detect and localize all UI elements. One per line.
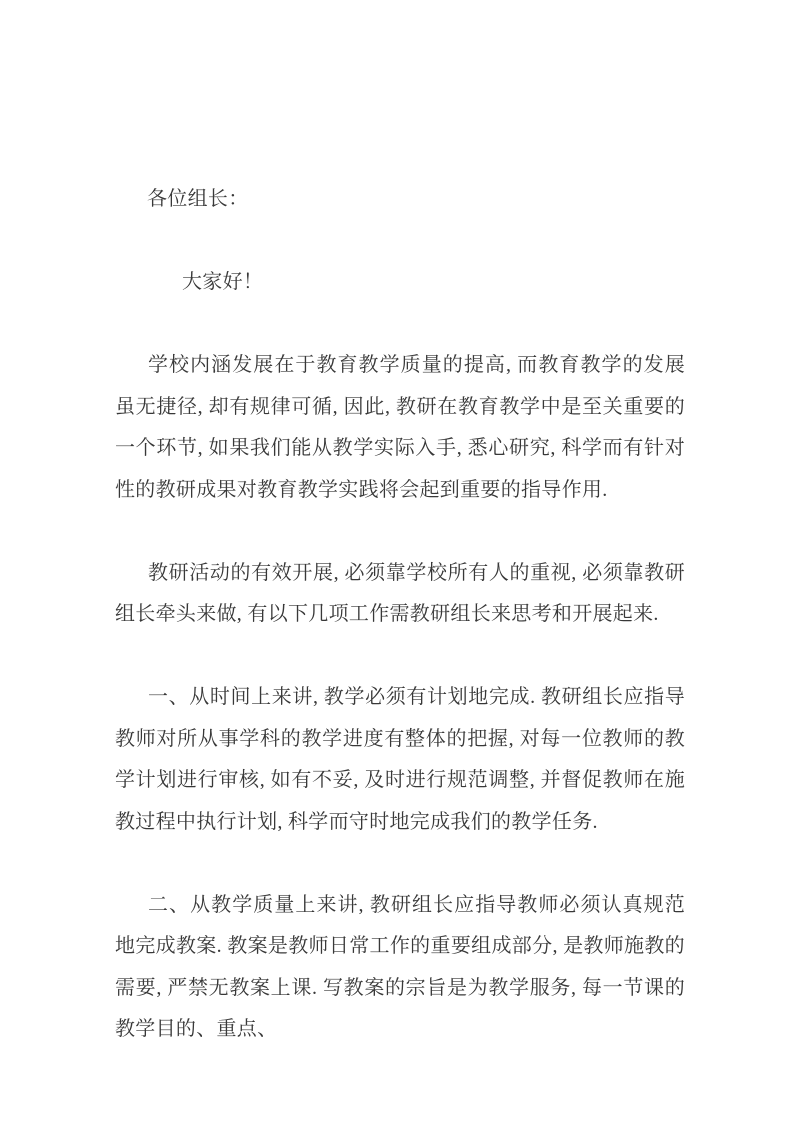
paragraph-item-2: 二、从教学质量上来讲, 教研组长应指导教师必须认真规范地完成教案. 教案是教师日常工作的重要组成部分, 是教师施教的需要, 严禁无教案上课. 写教案的宗旨是为教学服务, 每一节课的教学目的、重点、 — [115, 893, 685, 1040]
paragraph-activity: 教研活动的有效开展, 必须靠学校所有人的重视, 必须靠教研组长牵头来做, 有以下几项工作需教研组长来思考和开展起来. — [115, 561, 685, 625]
salutation-line: 各位组长： — [147, 188, 249, 210]
paragraph-item-1: 一、从时间上来讲, 教学必须有计划地完成. 教研组长应指导教师对所从事学科的教学进度有整体的把握, 对每一位教师的教学计划进行审核, 如有不妥, 及时进行规范调整, 并督促教师在施教过程中执行计划, 科学而守时地完成我们的教学任务. — [115, 686, 685, 833]
document-content — [115, 179, 685, 1092]
paragraph-intro: 学校内涵发展在于教育教学质量的提高, 而教育教学的发展虽无捷径, 却有规律可循, 因此, 教研在教育教学中是至关重要的一个环节, 如果我们能从教学实际入手, 悉心研究, 科学而有针对性的教研成果对教育教学实践将会起到重要的指导作用. — [115, 354, 685, 501]
greeting-line: 大家好！ — [182, 271, 264, 293]
